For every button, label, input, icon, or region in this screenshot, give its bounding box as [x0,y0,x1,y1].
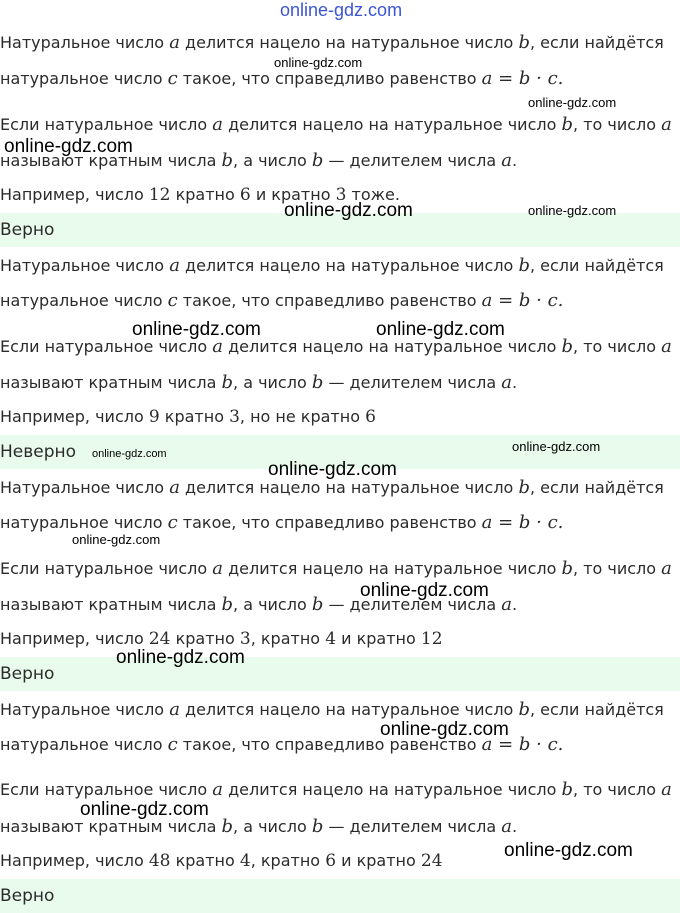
definition-line-3: Если натуральное число a делится нацело на натуральное число b, то число a [0,558,672,579]
answer-label: Неверно [0,442,77,462]
definition-line-2: натуральное число c такое, что справедливо равенство a = b · c. [0,734,564,755]
definition-line-3: Если натуральное число a делится нацело на натуральное число b, то число a [0,779,672,800]
answer-label: Верно [0,886,55,906]
watermark: online-gdz.com [92,448,167,460]
equation: a = b · c. [481,512,564,533]
watermark: online-gdz.com [528,203,617,218]
definition-line-4: называют кратным числа b, а число b — делителем числа a. [0,594,518,615]
definition-line-1: Натуральное число a делится нацело на натуральное число b, если найдётся [0,32,664,53]
example-line: Например, число 9 кратно 3, но не кратно 6 [0,407,376,427]
watermark: online-gdz.com [72,532,161,547]
equation: a = b · c. [481,68,564,89]
example-line: Например, число 24 кратно 3, кратно 4 и кратно 12 [0,629,443,649]
definition-line-4: называют кратным числа b, а число b — делителем числа a. [0,150,518,171]
definition-line-1: Натуральное число a делится нацело на натуральное число b, если найдётся [0,699,664,720]
answer-bar [0,879,680,913]
watermark: online-gdz.com [512,439,601,454]
equation: a = b · c. [481,734,564,755]
watermark: online-gdz.com [376,319,505,340]
answer-label: Верно [0,664,55,684]
definition-line-3: Если натуральное число a делится нацело на натуральное число b, то число a [0,114,672,135]
definition-line-4: называют кратным числа b, а число b — делителем числа a. [0,372,518,393]
watermark: online-gdz.com [284,200,413,221]
watermark: online-gdz.com [4,136,133,157]
definition-line-1: Натуральное число a делится нацело на натуральное число b, если найдётся [0,477,664,498]
answer-bar [0,657,680,691]
watermark: online-gdz.com [528,95,617,110]
definition-line-3: Если натуральное число a делится нацело на натуральное число b, то число a [0,336,672,357]
watermark: online-gdz.com [380,719,509,740]
example-line: Например, число 48 кратно 4, кратно 6 и кратно 24 [0,851,443,871]
definition-line-4: называют кратным числа b, а число b — делителем числа a. [0,816,518,837]
definition-line-2: натуральное число c такое, что справедливо равенство a = b · c. [0,512,564,533]
watermark: online-gdz.com [360,580,489,601]
watermark: online-gdz.com [268,459,397,480]
watermark: online-gdz.com [80,799,209,820]
watermark: online-gdz.com [132,319,261,340]
watermark: online-gdz.com [274,55,363,70]
definition-line-2: натуральное число c такое, что справедливо равенство a = b · c. [0,68,564,89]
definition-line-2: натуральное число c такое, что справедливо равенство a = b · c. [0,290,564,311]
definition-line-1: Натуральное число a делится нацело на натуральное число b, если найдётся [0,255,664,276]
watermark: online-gdz.com [504,840,633,861]
example-line: Например, число 12 кратно 6 и кратно 3 тоже. [0,185,400,205]
equation: a = b · c. [481,290,564,311]
site-logo[interactable]: online-gdz.com [280,0,403,20]
answer-label: Верно [0,220,55,240]
watermark: online-gdz.com [116,647,245,668]
